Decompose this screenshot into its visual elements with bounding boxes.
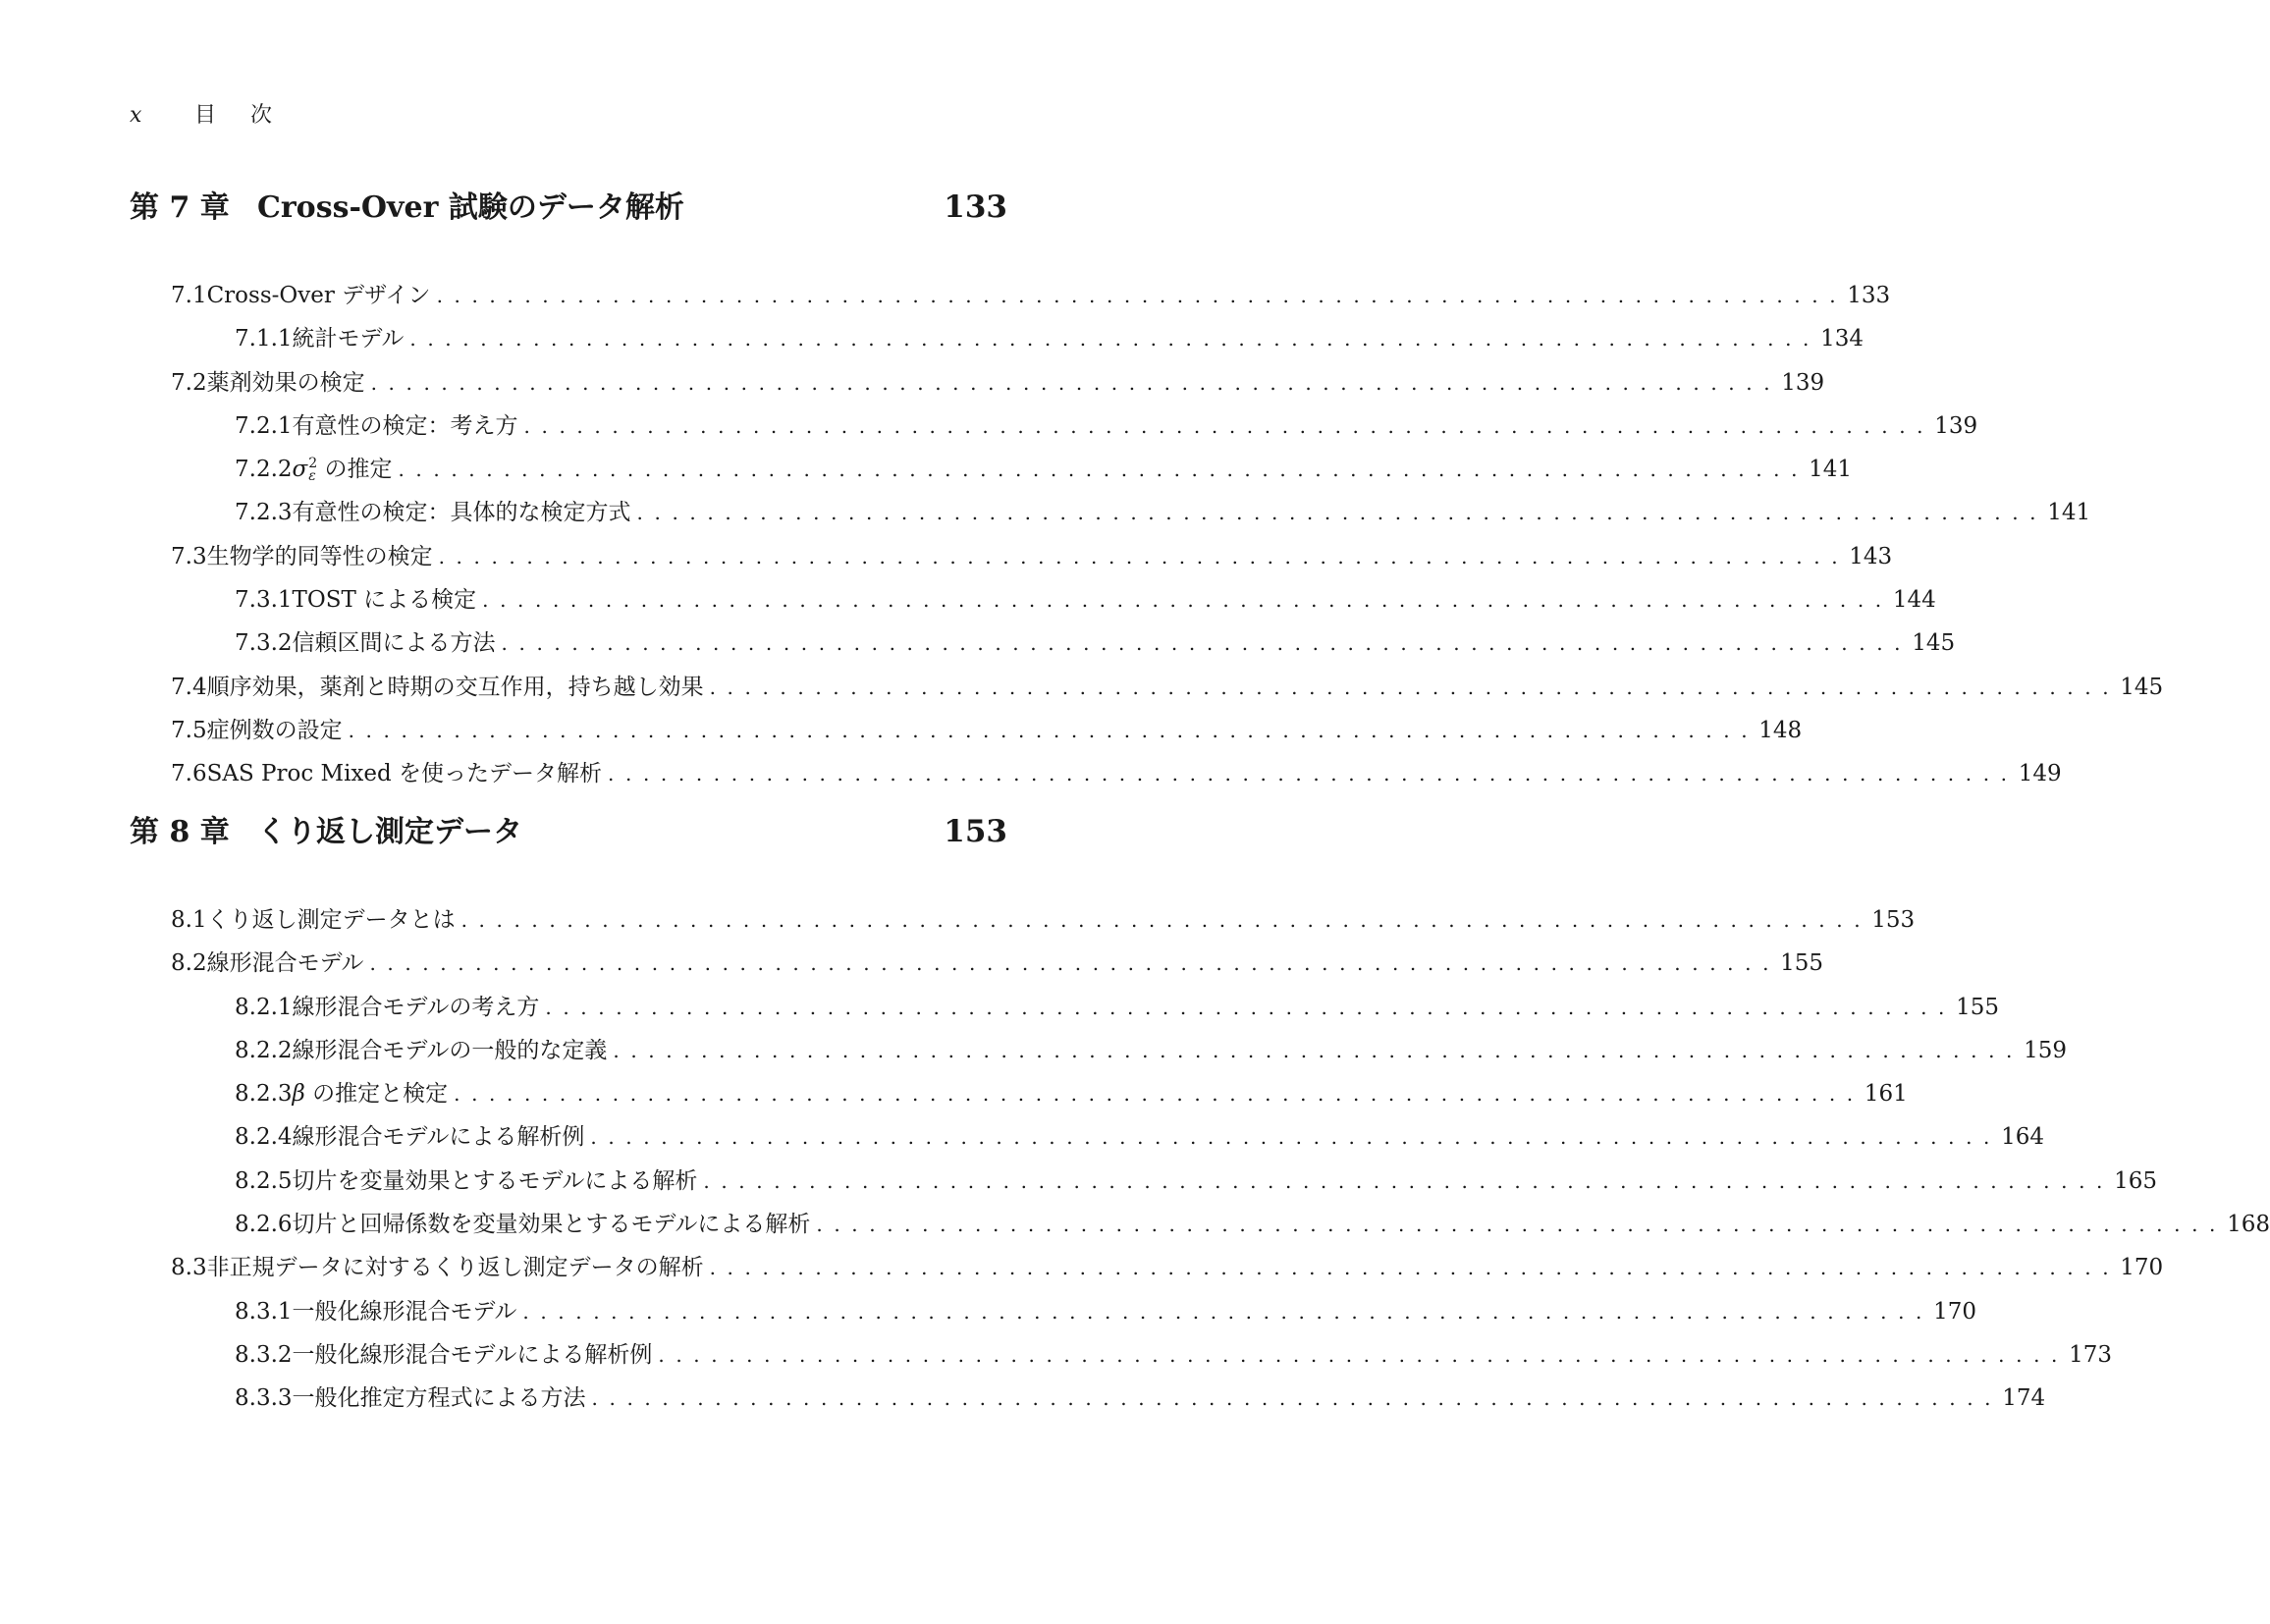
- dot-leader: ................................................................................: [522, 1299, 1933, 1324]
- dot-leader: ................................................................................: [482, 588, 1893, 613]
- entry-title-text: 一般化線形混合モデル: [292, 1298, 517, 1325]
- running-head: [130, 98, 286, 129]
- entry-number: 7.5: [171, 717, 207, 743]
- entry-title-text: 一般化推定方程式による方法: [292, 1385, 586, 1412]
- chapter-title: くり返し測定データ: [257, 815, 522, 849]
- toc-entry-7-3[interactable]: [130, 538, 1893, 581]
- entry-title: [207, 901, 461, 934]
- entry-title: [293, 989, 546, 1021]
- entry-number: 7.3.1: [235, 587, 293, 614]
- dot-leader: ................................................................................: [658, 1342, 2069, 1367]
- entry-title-text: 症例数の設定: [206, 717, 343, 743]
- entry-number: 7.3.2: [235, 630, 293, 657]
- entry-title-text: 有意性の検定：考え方: [292, 412, 518, 439]
- entry-number: 8.2: [171, 950, 207, 977]
- entry-title-text: 順序効果，薬剤と時期の交互作用，持ち越し効果: [206, 674, 704, 700]
- math-scripts: [308, 458, 317, 483]
- entry-number: 7.2.1: [235, 412, 293, 439]
- chapter-8: [130, 807, 2270, 1424]
- dot-leader: ................................................................................: [369, 951, 1781, 976]
- entry-page: 134: [1820, 326, 1864, 352]
- toc-entry-8-2-2[interactable]: [130, 1032, 2067, 1075]
- toc-entry-7-5[interactable]: [130, 712, 1803, 755]
- entry-page: 165: [2114, 1167, 2157, 1194]
- entry-title: [207, 945, 370, 977]
- entry-title-text: SAS Proc Mixed を使ったデータ解析: [206, 761, 603, 787]
- entry-title: [293, 451, 399, 483]
- entry-title: [293, 1075, 455, 1108]
- entry-page: 149: [2018, 761, 2062, 787]
- toc-entry-7-2[interactable]: [130, 364, 1825, 407]
- entry-number: 8.2.5: [235, 1167, 293, 1194]
- dot-leader: ................................................................................: [348, 718, 1759, 742]
- entry-title-text: 有意性の検定：具体的な検定方式: [292, 500, 631, 526]
- dot-leader: ................................................................................: [545, 995, 1956, 1019]
- entry-title: [207, 277, 437, 309]
- entry-number: 8.1: [171, 907, 207, 933]
- entry-title-text: 一般化線形混合モデルによる解析例: [292, 1341, 653, 1368]
- dot-leader: ................................................................................: [409, 327, 1820, 352]
- toc-entry-8-3-2[interactable]: [130, 1336, 2112, 1380]
- dot-leader: ................................................................................: [613, 1038, 2024, 1062]
- dot-leader: ................................................................................: [709, 675, 2121, 699]
- chapter-number: 第 7 章: [130, 190, 230, 225]
- entry-number: 8.2.1: [235, 994, 293, 1020]
- entry-page: 145: [1912, 630, 1956, 657]
- entry-title: [207, 755, 608, 787]
- toc-entry-8-2[interactable]: [130, 945, 1824, 988]
- entry-number: 7.3: [171, 543, 207, 569]
- dot-leader: ................................................................................: [636, 501, 2048, 525]
- toc-entry-8-3-1[interactable]: [130, 1293, 1976, 1336]
- entry-title: [293, 581, 483, 614]
- entry-number: 8.2.4: [235, 1124, 293, 1151]
- math-subscript: ε: [308, 468, 316, 485]
- entry-title-text: 線形混合モデル: [206, 950, 364, 977]
- entry-title-text: 切片を変量効果とするモデルによる解析: [292, 1167, 698, 1194]
- chapter-number: 第 8 章: [130, 815, 230, 849]
- math-superscript: 2: [308, 456, 318, 472]
- toc-entry-8-1[interactable]: [130, 901, 1916, 945]
- entry-page: 141: [1809, 457, 1853, 483]
- entry-page: 170: [1933, 1298, 1976, 1325]
- entry-title: [207, 364, 371, 397]
- toc-entries: [130, 277, 2164, 799]
- entry-number: 8.2.6: [235, 1212, 293, 1238]
- chapter-page: 153: [944, 814, 1007, 849]
- dot-leader: ................................................................................: [523, 413, 1935, 438]
- entry-title: [293, 1118, 591, 1151]
- entry-page: 153: [1871, 907, 1916, 933]
- toc-entry-7-3-2[interactable]: [130, 624, 1956, 668]
- dot-leader: ................................................................................: [703, 1168, 2114, 1193]
- entry-title-text: の推定と検定: [304, 1081, 449, 1108]
- toc-entry-8-2-6[interactable]: [130, 1206, 2270, 1249]
- dot-leader: ................................................................................: [454, 1082, 1865, 1107]
- entry-number: 7.2.3: [235, 500, 293, 526]
- entry-number: 7.2.2: [235, 457, 293, 483]
- dot-leader: ................................................................................: [370, 370, 1782, 395]
- entry-title-text: 統計モデル: [292, 326, 405, 352]
- entry-page: 145: [2120, 674, 2164, 700]
- math-symbol: σ: [292, 457, 308, 483]
- toc-entry-8-2-4[interactable]: [130, 1118, 2044, 1162]
- entry-title-text: 切片と回帰係数を変量効果とするモデルによる解析: [292, 1212, 811, 1238]
- toc-entry-8-3-3[interactable]: [130, 1380, 2046, 1423]
- chapter-heading[interactable]: [130, 183, 1007, 230]
- entry-number: 8.2.2: [235, 1037, 293, 1063]
- toc-entries: [130, 901, 2270, 1424]
- entry-page: 133: [1847, 283, 1891, 308]
- entry-number: 7.6: [171, 761, 207, 787]
- entry-title-text: 生物学的同等性の検定: [206, 543, 433, 569]
- toc-entry-7-4[interactable]: [130, 669, 2164, 712]
- entry-page: 143: [1849, 543, 1893, 569]
- entry-number: 8.3.1: [235, 1298, 293, 1325]
- entry-title-text: 線形混合モデルによる解析例: [292, 1124, 585, 1151]
- entry-number: 8.3: [171, 1255, 207, 1281]
- entry-title: [293, 1163, 704, 1195]
- toc-entry-7-3-1[interactable]: [130, 581, 1936, 624]
- entry-title-text: 非正規データに対するくり返し測定データの解析: [206, 1255, 704, 1281]
- entry-title: [293, 1380, 592, 1412]
- entry-title-text: 線形混合モデルの考え方: [292, 994, 540, 1020]
- chapter-heading[interactable]: [130, 807, 1007, 854]
- entry-page: 155: [1780, 950, 1824, 977]
- entry-number: 8.3.3: [235, 1385, 293, 1412]
- toc-entry-8-2-1[interactable]: [130, 989, 1999, 1032]
- dot-leader: ................................................................................: [709, 1256, 2121, 1280]
- entry-page: 173: [2069, 1341, 2112, 1368]
- entry-page: 144: [1892, 587, 1936, 614]
- entry-title-text: TOST による検定: [292, 587, 477, 614]
- entry-number: 8.3.2: [235, 1341, 293, 1368]
- entry-title-text: 信頼区間による方法: [292, 630, 496, 657]
- entry-number: 7.1: [171, 283, 207, 308]
- entry-page: 139: [1781, 369, 1825, 396]
- math-symbol: β: [292, 1081, 305, 1108]
- entry-title-text: 線形混合モデルの一般的な定義: [292, 1037, 608, 1063]
- entry-title: [207, 712, 349, 744]
- toc-entry-7-1-1[interactable]: [130, 320, 1864, 363]
- entry-page: 170: [2120, 1255, 2164, 1281]
- entry-title-text: Cross-Over デザイン: [206, 283, 431, 308]
- entry-page: 139: [1934, 412, 1978, 439]
- entry-page: 164: [2001, 1124, 2044, 1151]
- entry-number: 7.2: [171, 369, 207, 396]
- toc-entry-7-1[interactable]: [130, 277, 1891, 320]
- entry-title: [293, 407, 524, 440]
- dot-leader: ................................................................................: [590, 1125, 2001, 1150]
- entry-page: 141: [2047, 500, 2091, 526]
- entry-title: [207, 669, 710, 701]
- entry-number: 7.4: [171, 674, 207, 700]
- toc-entry-8-2-3[interactable]: [130, 1075, 1908, 1118]
- dot-leader: ................................................................................: [591, 1386, 2003, 1411]
- toc-entry-7-2-3[interactable]: [130, 494, 2091, 537]
- entry-number: 8.2.3: [235, 1081, 293, 1108]
- entry-page: 161: [1864, 1081, 1908, 1108]
- entry-title: [293, 1032, 614, 1064]
- entry-title: [293, 1336, 659, 1369]
- entry-title: [293, 494, 637, 526]
- entry-title: [293, 1206, 817, 1238]
- entry-number: 7.1.1: [235, 326, 293, 352]
- dot-leader: ................................................................................: [816, 1213, 2227, 1237]
- entry-title: [293, 1293, 523, 1326]
- entry-page: 155: [1956, 994, 1999, 1020]
- toc-entry-7-2-1[interactable]: [130, 407, 1978, 451]
- dot-leader: ................................................................................: [608, 762, 2019, 786]
- toc-entry-8-3[interactable]: [130, 1249, 2164, 1292]
- entry-title: [293, 624, 502, 657]
- toc-entry-7-2-2[interactable]: [130, 451, 1853, 494]
- entry-title: [207, 1249, 710, 1281]
- running-head-title: 目 次: [194, 103, 286, 128]
- toc-entry-8-2-5[interactable]: [130, 1163, 2157, 1206]
- entry-page: 174: [2002, 1385, 2046, 1412]
- chapter-page: 133: [944, 189, 1007, 225]
- dot-leader: ................................................................................: [436, 284, 1848, 307]
- toc-entry-7-6[interactable]: [130, 755, 2062, 798]
- page-number-roman: x: [130, 103, 142, 128]
- entry-title: [293, 320, 410, 352]
- entry-title: [207, 538, 439, 570]
- entry-title-text: くり返し測定データとは: [206, 907, 456, 933]
- entry-page: 159: [2024, 1037, 2067, 1063]
- entry-page: 168: [2227, 1212, 2270, 1238]
- entry-page: 148: [1758, 717, 1803, 743]
- dot-leader: ................................................................................: [501, 631, 1913, 656]
- entry-title-text: の推定: [317, 457, 393, 483]
- chapter-7: [130, 183, 2164, 799]
- dot-leader: ................................................................................: [460, 908, 1872, 932]
- entry-title-text: 薬剤効果の検定: [206, 369, 365, 396]
- dot-leader: ................................................................................: [398, 458, 1810, 482]
- chapter-title: Cross-Over 試験のデータ解析: [257, 190, 684, 225]
- dot-leader: ................................................................................: [438, 544, 1850, 568]
